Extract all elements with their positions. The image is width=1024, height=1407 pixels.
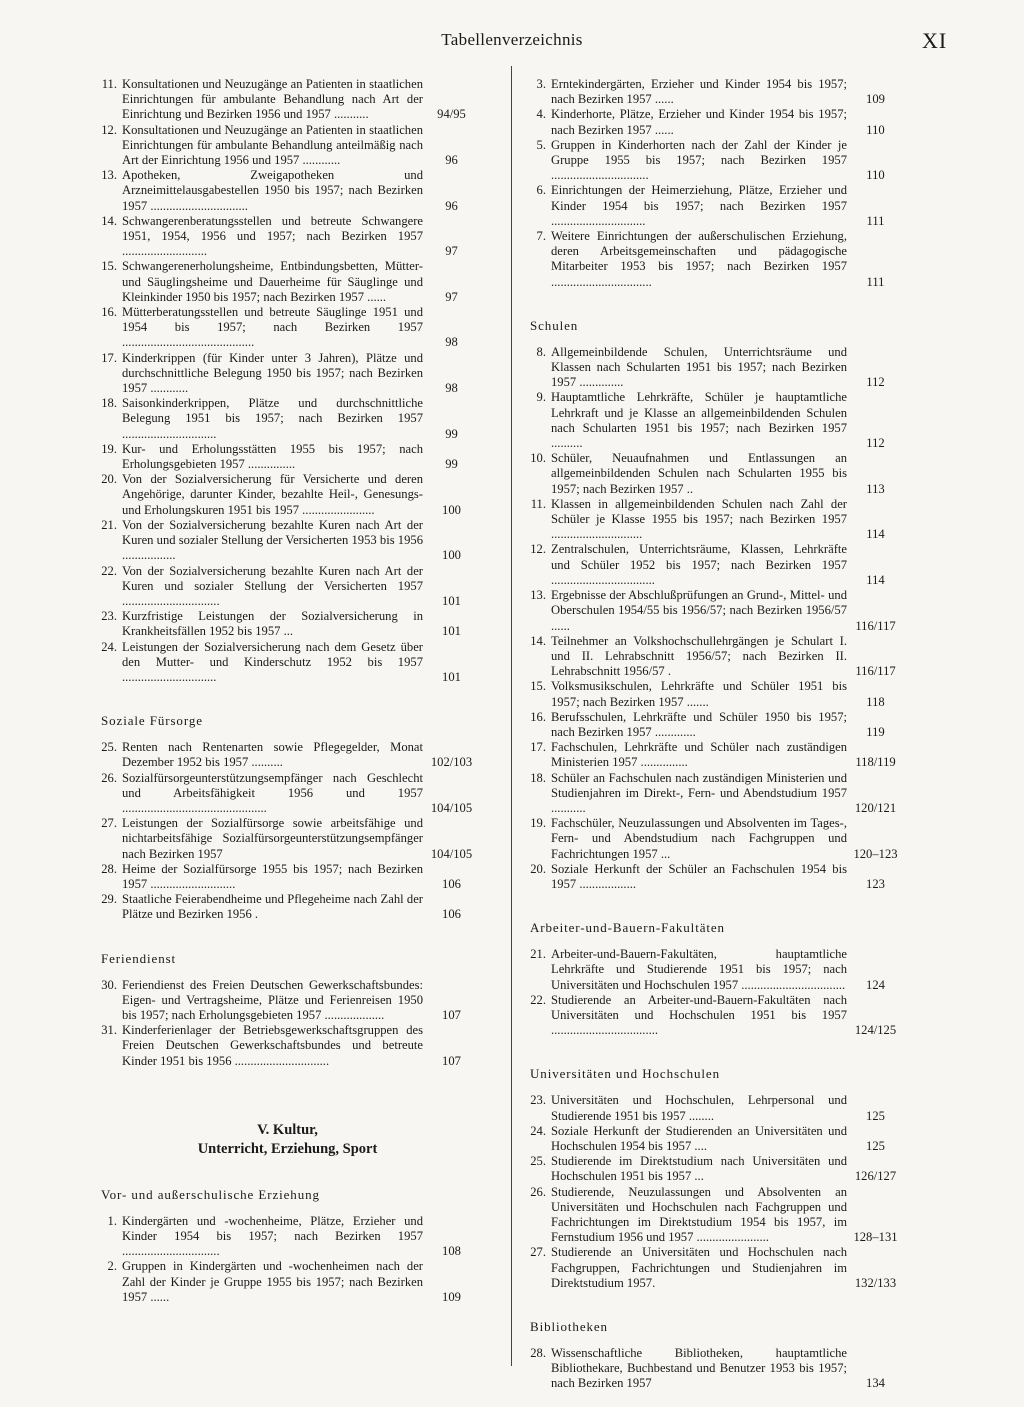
entry-page: 114	[866, 572, 885, 587]
entry-number: 21.	[101, 517, 117, 532]
table-entry	[524, 229, 904, 290]
entry-page: 123	[866, 876, 885, 891]
entry-number: 27.	[530, 1245, 546, 1260]
entry-page: 108	[442, 1244, 461, 1259]
entry-title: Schwangerenerholungsheime, Entbindungsbetten, Mütter- und Säuglingsheime und Dauerheime für Säuglinge und Kleinkinder 1950 bis 1957; nach Bezirken 1957 ......	[122, 259, 423, 304]
table-entry	[95, 771, 480, 817]
column-divider	[511, 66, 512, 1366]
entry-page: 98	[445, 381, 458, 396]
table-entry	[524, 345, 904, 391]
entry-number: 15.	[101, 259, 117, 274]
entry-number: 4.	[536, 107, 546, 122]
section-heading: Feriendienst	[101, 950, 177, 966]
entry-number: 10.	[530, 451, 546, 466]
entry-title: Soziale Herkunft der Studierenden an Universitäten und Hochschulen 1954 bis 1957 ....	[551, 1123, 847, 1153]
entry-number: 17.	[530, 740, 546, 755]
table-entry	[95, 77, 480, 123]
table-entry	[524, 771, 904, 817]
entry-page: 111	[866, 213, 885, 228]
table-entry	[95, 740, 480, 770]
entry-number: 24.	[101, 639, 117, 654]
entry-number: 19.	[101, 441, 117, 456]
entry-number: 31.	[101, 1023, 117, 1038]
entry-page: 124/125	[854, 1023, 897, 1038]
table-entry	[95, 1214, 480, 1260]
entry-title: Wissenschaftliche Bibliotheken, hauptamtliche Bibliothekare, Buchbestand und Benutzer 1953 bis 1957; nach Bezirken 1957	[551, 1346, 847, 1391]
section-heading: Universitäten und Hochschulen	[530, 1066, 721, 1082]
table-entry	[95, 978, 480, 1024]
table-entry	[95, 305, 480, 351]
entry-page: 96	[445, 198, 458, 213]
entry-number: 7.	[536, 229, 546, 244]
entry-page: 100	[442, 502, 461, 517]
entry-number: 22.	[101, 563, 117, 578]
entry-number: 26.	[101, 770, 117, 785]
entry-page: 116/117	[855, 664, 896, 679]
table-entry	[524, 1346, 904, 1392]
entry-page: 101	[442, 593, 461, 608]
entry-title: Arbeiter-und-Bauern-Fakultäten, hauptamtliche Lehrkräfte und Studierende 1951 bis 1957; nach Universitäten und Hochschulen 1957 .................................	[551, 947, 847, 992]
page-header-title: Tabellenverzeichnis	[441, 30, 583, 49]
entry-title: Fachschulen, Lehrkräfte und Schüler nach zuständigen Ministerien 1957 ...............	[551, 740, 847, 770]
entry-title: Sozialfürsorgeunterstützungsempfänger nach Geschlecht und Arbeitsfähigkeit 1956 und 1957 ..............................................	[122, 770, 423, 815]
entry-page: 107	[442, 1053, 461, 1068]
section-heading: Schulen	[530, 317, 579, 333]
entry-title: Apotheken, Zweigapotheken und Arzneimittelausgabestellen 1950 bis 1957; nach Bezirken 1957 ...............................	[122, 168, 423, 213]
entry-title: Von der Sozialversicherung bezahlte Kuren nach Art der Kuren und sozialer Stellung der Versicherten 1957 ...............................	[122, 563, 423, 608]
entry-number: 16.	[101, 305, 117, 320]
table-entry	[524, 634, 904, 680]
table-entry	[524, 816, 904, 862]
entry-title: Kinderkrippen (für Kinder unter 3 Jahren), Plätze und durchschnittliche Belegung 1950 bis 1957; nach Bezirken 1957 ............	[122, 350, 423, 396]
entry-title: Volksmusikschulen, Lehrkräfte und Schüler 1951 bis 1957; nach Bezirken 1957 .......	[551, 679, 847, 709]
entry-number: 9.	[536, 390, 546, 405]
entry-title: Studierende im Direktstudium nach Universitäten und Hochschulen 1951 bis 1957 ...	[551, 1154, 847, 1184]
table-entry	[524, 993, 904, 1039]
table-entry	[95, 123, 480, 169]
table-entry	[95, 214, 480, 260]
table-entry	[524, 542, 904, 588]
entry-page: 109	[442, 1289, 461, 1304]
table-entry	[524, 1154, 904, 1184]
table-entry	[524, 679, 904, 709]
table-entry	[524, 862, 904, 892]
entry-title: Gruppen in Kindergärten und -wochenheimen nach der Zahl der Kinder je Gruppe 1955 bis 1957; nach Bezirken 1957 ......	[122, 1259, 423, 1304]
entry-page: 128–131	[853, 1230, 898, 1245]
entry-number: 12.	[530, 542, 546, 557]
part-heading-line: Unterricht, Erziehung, Sport	[197, 1140, 378, 1157]
entry-title: Schüler an Fachschulen nach zuständigen Ministerien und Studienjahren im Direkt-, Fern- und Abendstudium 1957 ...........	[551, 770, 847, 815]
entry-title: Kur- und Erholungsstätten 1955 bis 1957; nach Erholungsgebieten 1957 ...............	[122, 441, 423, 472]
entry-page: 120–123	[853, 846, 898, 861]
entry-number: 28.	[101, 861, 117, 876]
entry-page: 112	[866, 375, 885, 390]
entry-page: 99	[445, 426, 458, 441]
entry-page: 124	[866, 977, 885, 992]
entry-page: 101	[442, 624, 461, 639]
table-entry	[95, 396, 480, 442]
entry-number: 5.	[536, 137, 546, 152]
entry-title: Kindergärten und -wochenheime, Plätze, Erzieher und Kinder 1954 bis 1957; nach Bezirken 1957 ...............................	[122, 1213, 423, 1259]
entry-title: Kurzfristige Leistungen der Sozialversicherung in Krankheitsfällen 1952 bis 1957 ...	[122, 609, 423, 639]
table-entry	[524, 138, 904, 184]
entry-page: 119	[866, 724, 885, 739]
table-entry	[524, 183, 904, 229]
entry-page: 96	[445, 153, 458, 168]
part-heading	[95, 1121, 480, 1159]
entry-page: 98	[445, 335, 458, 350]
entry-page: 118	[866, 694, 885, 709]
table-entry	[95, 442, 480, 472]
entry-number: 25.	[530, 1154, 546, 1169]
entry-page: 111	[866, 274, 885, 289]
entry-number: 14.	[530, 633, 546, 648]
table-entry	[524, 77, 904, 107]
entry-title: Teilnehmer an Volkshochschullehrgängen je Schulart I. und II. Lehrabschnitt 1956/57; nach Bezirken II. Lehrabschnitt 1956/57 .	[551, 633, 847, 679]
entry-title: Studierende, Neuzulassungen und Absolventen an Universitäten und Hochschulen nach Fachgruppen und Fachrichtungen im Direktstudium 1954 bis 1957, im Fernstudium 1956 und 1957 .......................	[551, 1184, 847, 1245]
table-entry	[95, 168, 480, 214]
entry-title: Studierende an Arbeiter-und-Bauern-Fakultäten nach Universitäten und Hochschulen 1951 bis 1957 ..................................	[551, 992, 847, 1038]
entry-page: 134	[866, 1376, 885, 1391]
table-entry	[524, 710, 904, 740]
section-heading: Arbeiter-und-Bauern-Fakultäten	[530, 920, 725, 936]
entry-number: 25.	[101, 740, 117, 755]
entry-number: 14.	[101, 213, 117, 228]
table-entry	[95, 472, 480, 518]
section-heading: Bibliotheken	[530, 1319, 608, 1335]
entry-title: Staatliche Feierabendheime und Pflegeheime nach Zahl der Plätze und Bezirken 1956 .	[122, 892, 423, 922]
entry-page: 104/105	[430, 800, 473, 815]
entry-title: Von der Sozialversicherung für Versicherte und deren Angehörige, darunter Kinder, bezahlte Heil-, Genesungs- und Erholungskuren 1951 bis 1957 .......................	[122, 472, 423, 517]
entry-page: 110	[866, 168, 885, 183]
table-entry	[524, 947, 904, 993]
entry-number: 23.	[530, 1093, 546, 1108]
entry-page: 106	[442, 907, 461, 922]
table-entry	[524, 497, 904, 543]
entry-number: 22.	[530, 992, 546, 1007]
table-entry	[524, 390, 904, 451]
table-entry	[95, 816, 480, 862]
entry-page: 104/105	[430, 846, 473, 861]
entry-number: 21.	[530, 947, 546, 962]
table-entry	[524, 107, 904, 137]
entry-number: 19.	[530, 816, 546, 831]
entry-title: Allgemeinbildende Schulen, Unterrichtsräume und Klassen nach Schularten 1951 bis 1957; nach Bezirken 1957 ..............	[551, 344, 847, 390]
table-entry	[95, 640, 480, 686]
table-entry	[95, 862, 480, 892]
table-entry	[95, 259, 480, 305]
table-entry	[95, 518, 480, 564]
entry-number: 8.	[536, 344, 546, 359]
entry-page: 100	[442, 548, 461, 563]
entry-number: 3.	[536, 77, 546, 91]
entry-number: 13.	[530, 588, 546, 603]
entry-number: 15.	[530, 679, 546, 694]
entry-page: 94/95	[437, 107, 466, 122]
entry-title: Schwangerenberatungsstellen und betreute Schwangere 1951, 1954, 1956 und 1957; nach Bezirken 1957 ...........................	[122, 213, 423, 259]
entry-number: 6.	[536, 183, 546, 198]
entry-number: 18.	[530, 770, 546, 785]
entry-page: 99	[445, 457, 458, 472]
entry-number: 26.	[530, 1184, 546, 1199]
entry-number: 16.	[530, 709, 546, 724]
entry-title: Kinderhorte, Plätze, Erzieher und Kinder 1954 bis 1957; nach Bezirken 1957 ......	[551, 107, 847, 137]
entry-number: 27.	[101, 816, 117, 831]
entry-title: Einrichtungen der Heimerziehung, Plätze, Erzieher und Kinder 1954 bis 1957; nach Bezirken 1957 ..............................	[551, 183, 847, 228]
entry-title: Weitere Einrichtungen der außerschulischen Erziehung, deren Arbeitsgemeinschaften und pädagogische Mitarbeiter 1953 bis 1957; nach Bezirken 1957 ................................	[551, 229, 847, 289]
entry-title: Mütterberatungsstellen und betreute Säuglinge 1951 und 1954 bis 1957; nach Bezirken 1957 ..........................................	[122, 305, 423, 350]
entry-page: 126/127	[854, 1169, 897, 1184]
entry-number: 20.	[101, 472, 117, 487]
entry-page: 112	[866, 436, 885, 451]
entry-page: 120/121	[854, 800, 897, 815]
table-entry	[524, 588, 904, 634]
entry-number: 17.	[101, 350, 117, 365]
left-column	[95, 77, 480, 1305]
entry-title: Konsultationen und Neuzugänge an Patienten in staatlichen Einrichtungen für ambulante Behandlung nach Art der Einrichtung und Bezirken 1956 und 1957 ...........	[122, 77, 423, 122]
entry-page: 97	[445, 289, 458, 304]
entry-page: 125	[866, 1138, 885, 1153]
entry-title: Kinderferienlager der Betriebsgewerkschaftsgruppen des Freien Deutschen Gewerkschaftsbundes und betreute Kinder 1951 bis 1956 ..............................	[122, 1023, 423, 1068]
entry-title: Fachschüler, Neuzulassungen und Absolventen im Tages-, Fern- und Abendstudium nach Fachgruppen und Fachrichtungen 1957 ...	[551, 816, 847, 861]
entry-page: 110	[866, 122, 885, 137]
entry-number: 1.	[107, 1213, 117, 1228]
table-entry	[95, 564, 480, 610]
entry-title: Ergebnisse der Abschlußprüfungen an Grund-, Mittel- und Oberschulen 1954/55 bis 1956/57; nach Bezirken 1956/57 ......	[551, 588, 847, 633]
entry-page: 109	[866, 92, 885, 107]
entry-title: Von der Sozialversicherung bezahlte Kuren nach Art der Kuren und sozialer Stellung der Versicherten 1953 bis 1956 .................	[122, 517, 423, 563]
entry-number: 11.	[101, 77, 117, 91]
page-number: XI	[922, 28, 948, 53]
entry-page: 106	[442, 876, 461, 891]
entry-title: Soziale Herkunft der Schüler an Fachschulen 1954 bis 1957 ..................	[551, 861, 847, 891]
entry-number: 20.	[530, 861, 546, 876]
entry-page: 102/103	[430, 755, 473, 770]
entry-number: 18.	[101, 396, 117, 411]
table-entry	[95, 1023, 480, 1069]
entry-page: 101	[442, 669, 461, 684]
entry-title: Universitäten und Hochschulen, Lehrpersonal und Studierende 1951 bis 1957 ........	[551, 1093, 847, 1123]
entry-title: Studierende an Universitäten und Hochschulen nach Fachgruppen, Fachrichtungen und Studienjahren im Direktstudium 1957.	[551, 1245, 847, 1290]
entry-title: Hauptamtliche Lehrkräfte, Schüler je hauptamtliche Lehrkraft und je Klasse an allgemeinbildenden Schulen nach Schularten 1951 bis 1957; nach Bezirken 1957 ..........	[551, 390, 847, 451]
entry-title: Schüler, Neuaufnahmen und Entlassungen an allgemeinbildenden Schulen nach Schularten 1955 bis 1957; nach Bezirken 1957 ..	[551, 451, 847, 496]
entry-title: Erntekindergärten, Erzieher und Kinder 1954 bis 1957; nach Bezirken 1957 ......	[551, 77, 847, 107]
right-column	[524, 77, 904, 1392]
entry-title: Heime der Sozialfürsorge 1955 bis 1957; nach Bezirken 1957 ...........................	[122, 861, 423, 891]
entry-number: 13.	[101, 168, 117, 183]
entry-page: 125	[866, 1108, 885, 1123]
section-heading: Soziale Fürsorge	[101, 713, 203, 729]
entry-page: 107	[442, 1007, 461, 1022]
entry-page: 118/119	[855, 755, 896, 770]
table-entry	[95, 1259, 480, 1305]
entry-number: 28.	[530, 1346, 546, 1361]
part-heading-line: V. Kultur,	[257, 1121, 318, 1138]
entry-number: 29.	[101, 892, 117, 907]
table-entry	[95, 351, 480, 397]
entry-title: Saisonkinderkrippen, Plätze und durchschnittliche Belegung 1951 bis 1957; nach Bezirken 1957 ..............................	[122, 396, 423, 441]
entry-title: Leistungen der Sozialfürsorge sowie arbeitsfähige und nichtarbeitsfähige Sozialfürsorgeunterstützungsempfänger nach Bezirken 1957	[122, 816, 423, 861]
entry-number: 24.	[530, 1123, 546, 1138]
table-entry	[524, 1124, 904, 1154]
table-entry	[524, 1185, 904, 1246]
entry-number: 23.	[101, 609, 117, 624]
entry-page: 113	[866, 481, 885, 496]
entry-page: 116/117	[855, 618, 896, 633]
table-entry	[524, 740, 904, 770]
entry-title: Klassen in allgemeinbildenden Schulen nach Zahl der Schüler je Klasse 1955 bis 1957; nach Bezirken 1957 .............................	[551, 496, 847, 542]
entry-number: 11.	[530, 496, 546, 511]
entry-title: Berufsschulen, Lehrkräfte und Schüler 1950 bis 1957; nach Bezirken 1957 .............	[551, 709, 847, 739]
entry-page: 114	[866, 527, 885, 542]
table-entry	[524, 451, 904, 497]
table-entry	[95, 892, 480, 922]
table-entry	[524, 1245, 904, 1291]
entry-page: 97	[445, 244, 458, 259]
entry-number: 12.	[101, 122, 117, 137]
entry-title: Renten nach Rentenarten sowie Pflegegelder, Monat Dezember 1952 bis 1957 ..........	[122, 740, 423, 770]
entry-title: Feriendienst des Freien Deutschen Gewerkschaftsbundes: Eigen- und Vertragsheime, Plätze und Ferienreisen 1950 bis 1957; nach Erholungsgebieten 1957 ...................	[122, 977, 423, 1022]
table-entry	[524, 1093, 904, 1123]
entry-title: Gruppen in Kinderhorten nach der Zahl der Kinder je Gruppe 1955 bis 1957; nach Bezirken 1957 ...............................	[551, 137, 847, 183]
entry-title: Leistungen der Sozialversicherung nach dem Gesetz über den Mutter- und Kinderschutz 1952 bis 1957 ..............................	[122, 639, 423, 684]
entry-number: 30.	[101, 977, 117, 992]
table-entry	[95, 609, 480, 639]
section-heading: Vor- und außerschulische Erziehung	[101, 1186, 320, 1202]
entry-title: Zentralschulen, Unterrichtsräume, Klassen, Lehrkräfte und Schüler 1952 bis 1957; nach Bezirken 1957 .................................	[551, 542, 847, 587]
entry-title: Konsultationen und Neuzugänge an Patienten in staatlichen Einrichtungen für ambulante Behandlung anteilmäßig nach Art der Einrichtung 1956 und 1957 ............	[122, 122, 423, 168]
entry-number: 2.	[107, 1259, 117, 1274]
entry-page: 132/133	[854, 1275, 897, 1290]
